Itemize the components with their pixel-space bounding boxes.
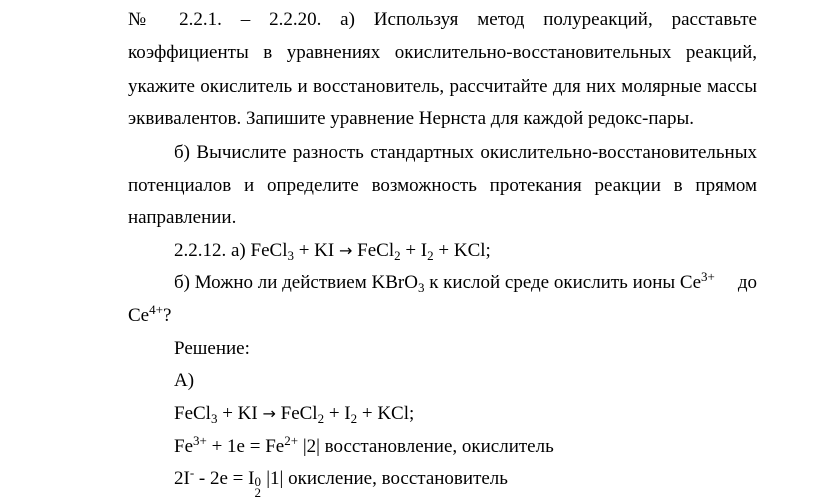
- task-line-2: коэффициенты в уравнениях окислительно-восстановительных реакций,: [128, 42, 757, 63]
- reaction-arrow-icon: →: [262, 404, 276, 423]
- problem-equation: 2.2.12. а) FeCl$_3$ + KI → FeCl$_2$ + $I_2$ + KCl;: [174, 240, 491, 263]
- task-b-line-2: потенциалов и определите возможность протекания реакции в прямом: [128, 175, 757, 196]
- reaction-arrow-icon: →: [338, 241, 353, 260]
- solution-part-a: А): [174, 370, 195, 391]
- task-b-line-3: направлении.: [128, 207, 237, 228]
- problem-b-line-1: б) Можно ли действием KBrO$_3$ к кислой среде окислить ионы $Ce^{3+}$ до: [174, 269, 757, 295]
- solution-equation: FeCl$_3$ + KI → FeCl$_2$ + $I_2$ + KCl;: [174, 403, 415, 426]
- problem-number: 2.2.12. а): [174, 240, 246, 261]
- task-b-line-1: б) Вычислите разность стандартных окислительно-восстановительных: [174, 142, 757, 163]
- half-reaction-reduction: $Fe^{3+} + 1e = Fe^{2+}$ |2| восстановление, окислитель: [174, 433, 554, 457]
- problem-b-line-2: $Ce^{4+}$?: [128, 302, 172, 326]
- half-reaction-oxidation: 2I- - 2e = I 2 0 |1| окисление, восстановитель: [174, 465, 508, 500]
- task-line-4: эквивалентов. Запишите уравнение Нернста для каждой редокс-пары.: [128, 108, 694, 129]
- solution-title: Решение:: [174, 338, 250, 359]
- task-line-3: укажите окислитель и восстановитель, рассчитайте для них молярные массы: [128, 76, 757, 97]
- task-line-1: № 2.2.1. – 2.2.20. а) Используя метод полуреакций, расставьте: [128, 9, 757, 30]
